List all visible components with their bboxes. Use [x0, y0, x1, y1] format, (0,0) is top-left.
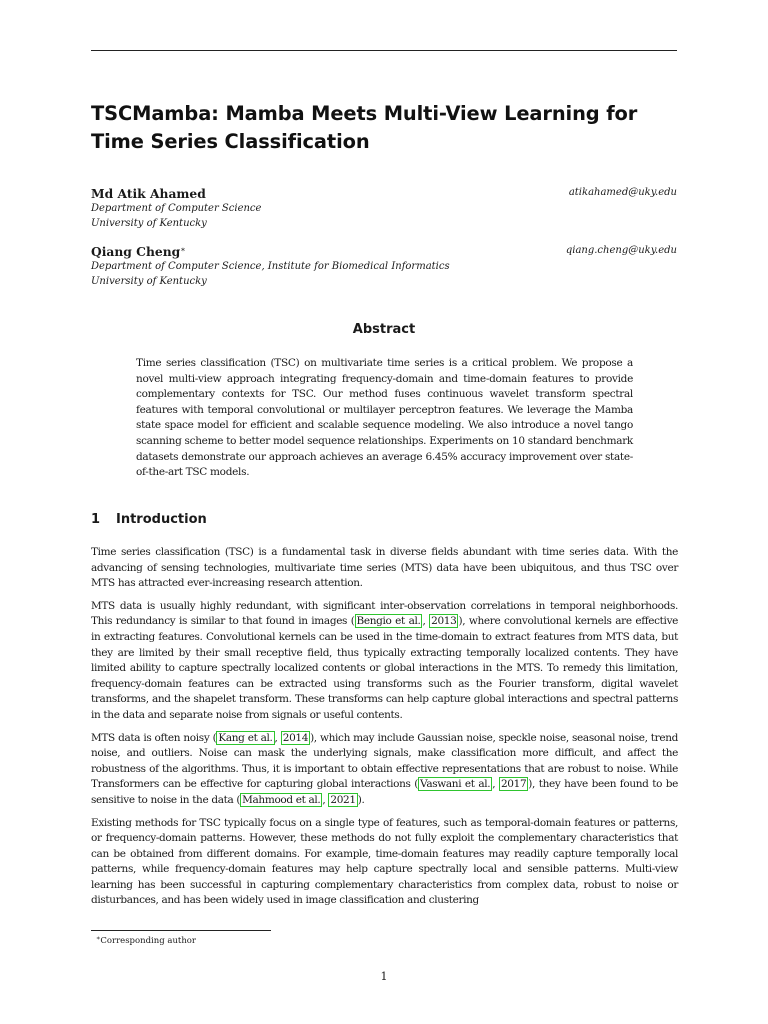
author-email: qiang.cheng@uky.edu [565, 245, 677, 256]
citation-link[interactable]: 2013 [431, 615, 457, 628]
abstract-heading: Abstract [352, 322, 416, 337]
author-block-2 [91, 244, 677, 289]
top-rule [91, 50, 677, 51]
abstract-text: Time series classification (TSC) on multivariate time series is a critical problem. We propose a novel multi-view approach integrating frequency-domain and time-domain features to provide complementary contexts for TSC. Our method fuses continuous wavelet transform spectral features with temporal convolutional or multilayer perceptron features. We leverage the Mamba state space model for efficient and scalable sequence modeling. We also introduce a novel tango scanning scheme to better model sequence relationships. Experiments on 10 standard benchmark datasets demonstrate our approach achieves an average 6.45% accuracy improvement over state-of-the-art TSC models. [136, 357, 633, 479]
body-text [91, 545, 678, 916]
citation-link[interactable]: Kang et al. [218, 731, 273, 744]
author-affiliation: Department of Computer Science [91, 203, 262, 214]
citation-link[interactable]: Mahmood et al. [242, 793, 321, 806]
section-number: 1 [91, 512, 101, 527]
citation-link[interactable]: Vaswani et al. [420, 778, 491, 791]
footnote [96, 934, 196, 946]
paragraph-1: Time series classification (TSC) is a fundamental task in diverse fields abundant with time series data. With the advancing of sensing technologies, multivariate time series (MTS) data have been ubiquitous, and thus TSC over MTS has attracted ever-increasing research attention. [91, 546, 678, 590]
author-name: Md Atik Ahamed [91, 186, 206, 201]
author-email: atikahamed@uky.edu [568, 187, 677, 198]
citation-link[interactable]: 2014 [282, 731, 309, 744]
footnote-rule [91, 930, 271, 931]
paragraph-4: Existing methods for TSC typically focus on a single type of features, such as temporal-domain features or patterns, or frequency-domain patterns. However, these methods do not fully exploit the complementary characteristics that can be obtained from different domains. For example, time-domain features may readily capture temporally local patterns, while frequency-domain features may help capture spectrally local and sensible patterns. Multi-view learning has been successful in capturing complementary characteristics from complex data, robust to noise or disturbances, and has been widely used in image classification and clustering [91, 816, 678, 907]
footnote-marker: ∗ [96, 934, 101, 942]
page-number: 1 [380, 970, 388, 983]
author-affiliation: Department of Computer Science, Institute for Biomedical Informatics [91, 261, 450, 272]
author-name: Qiang Cheng [91, 244, 181, 259]
citation-link[interactable]: 2021 [330, 793, 356, 806]
author-university: University of Kentucky [91, 276, 207, 287]
paragraph-2: MTS data is usually highly redundant, with significant inter-observation correlations in temporal neighborhoods. This redundancy is similar to that found in images ( Bengio et al. , 2013 ), where convolutional kernels are effective in extracting features. Convolutional kernels can be used in the time-domain to extract features from MTS data, but they are limited by their small receptive field, thus typically extracting temporally localized contents. They have limited ability to capture spectrally localized contents or global interactions in the MTS. To remedy this limitation, frequency-domain features can be extracted using transforms such as the Fourier transform, digital wavelet transforms, and the shapelet transform. These transforms can help capture global interactions and spectral patterns in the data and separate noise from signals or useful contents. [91, 599, 679, 721]
paragraph-3: MTS data is often noisy ( Kang et al. , 2014 ), which may include Gaussian noise, speckle noise, seasonal noise, trend noise, and outliers. Noise can mask the underlying signals, make classification more difficult, and affect the robustness of the algorithms. Thus, it is important to obtain effective representations that are robust to noise. While Transformers can be effective for capturing global interactions ( Vaswani et al. , 2017 ), they have been found to be sensitive to noise in the data ( Mahmood et al. , 2021 ). [91, 731, 678, 806]
section-heading [91, 512, 207, 527]
corresponding-marker: ∗ [180, 245, 186, 254]
author-university: University of Kentucky [91, 218, 207, 229]
author-block-1 [91, 186, 677, 231]
footnote-text: Corresponding author [100, 936, 196, 946]
citation-link[interactable]: 2017 [500, 778, 527, 791]
paper-title: TSCMamba: Mamba Meets Multi-View Learning for Time Series Classification [91, 102, 638, 153]
citation-link[interactable]: Bengio et al. [356, 615, 421, 628]
section-title: Introduction [116, 512, 207, 527]
